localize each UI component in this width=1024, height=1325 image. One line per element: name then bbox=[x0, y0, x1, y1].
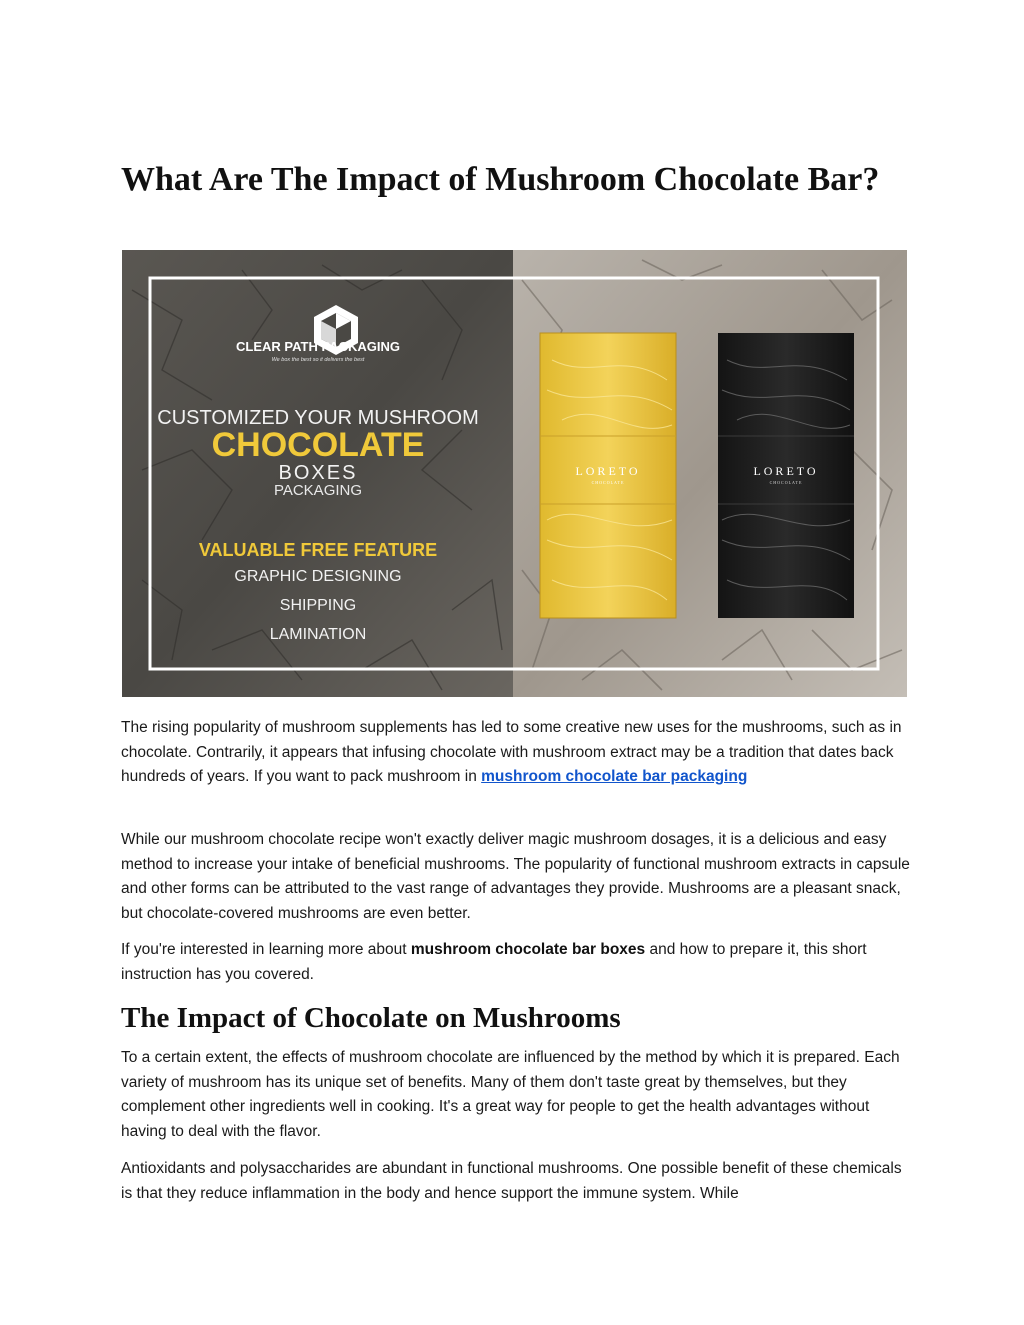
gold-chocolate-box bbox=[540, 333, 676, 618]
gold-box-subtitle: CHOCOLATE bbox=[591, 480, 625, 485]
paragraph-intro bbox=[121, 716, 911, 790]
brand-tagline: We box the best so it delivers the best bbox=[271, 357, 365, 363]
paragraph-instruction-bold: mushroom chocolate bar boxes bbox=[410, 941, 646, 958]
gold-box-brand: LORETO bbox=[575, 464, 641, 478]
paragraph-recipe: While our mushroom chocolate recipe won't exactly deliver magic mushroom dosages, it is a delicious and easy method to increase your intake of beneficial mushrooms. The popularity of functional mushroom extracts in capsule and other forms can be attributed to the vast range of advantages they provide. Mushrooms are a pleasant snack, but chocolate-covered mushrooms are even better. bbox=[121, 831, 910, 922]
brand-name: CLEAR PATH PACKAGING bbox=[236, 339, 400, 354]
paragraph-instruction-before: If you're interested in learning more about bbox=[121, 941, 411, 958]
paragraph-instruction-after: and how to prepare it, this short instruction has you covered. bbox=[121, 941, 867, 983]
feature-item-3: LAMINATION bbox=[269, 626, 367, 643]
paragraph-antioxidants: Antioxidants and polysaccharides are abundant in functional mushrooms. One possible benefit of these chemicals is that they reduce inflammation in the body and hence support the immune system. While bbox=[121, 1160, 902, 1202]
feature-title: VALUABLE FREE FEATURE bbox=[198, 540, 438, 560]
paragraph-instruction bbox=[121, 938, 911, 987]
black-box-brand: LORETO bbox=[753, 464, 819, 478]
headline-line-3: BOXES bbox=[278, 462, 358, 484]
paragraph-effects: To a certain extent, the effects of mushroom chocolate are influenced by the method by which it is prepared. Each variety of mushroom has its unique set of benefits. Many of them don't taste great by themselves, but they complement other ingredients well in cooking. It's a great way for people to get the health advantages without having to deal with the flavor. bbox=[121, 1049, 900, 1140]
paragraph-intro-text: The rising popularity of mushroom supplements has led to some creative new uses for the mushrooms, such as in chocolate. Contrarily, it appears that infusing chocolate with mushroom extract may be a tradition that dates back hundreds of years. If you want to pack mushroom in bbox=[121, 719, 902, 785]
section-heading: The Impact of Chocolate on Mushrooms bbox=[121, 1002, 621, 1034]
headline-line-2: CHOCOLATE bbox=[211, 426, 425, 464]
page-title: What Are The Impact of Mushroom Chocolate Bar? bbox=[121, 161, 880, 198]
hero-banner-image bbox=[122, 250, 907, 697]
headline-line-1: CUSTOMIZED YOUR MUSHROOM bbox=[157, 407, 479, 429]
feature-item-1: GRAPHIC DESIGNING bbox=[234, 568, 402, 585]
black-box-subtitle: CHOCOLATE bbox=[769, 480, 803, 485]
mushroom-chocolate-bar-packaging-link[interactable]: mushroom chocolate bar packaging bbox=[481, 768, 748, 785]
black-chocolate-box bbox=[718, 333, 854, 618]
feature-item-2: SHIPPING bbox=[279, 597, 357, 614]
headline-line-4: PACKAGING bbox=[273, 482, 363, 499]
